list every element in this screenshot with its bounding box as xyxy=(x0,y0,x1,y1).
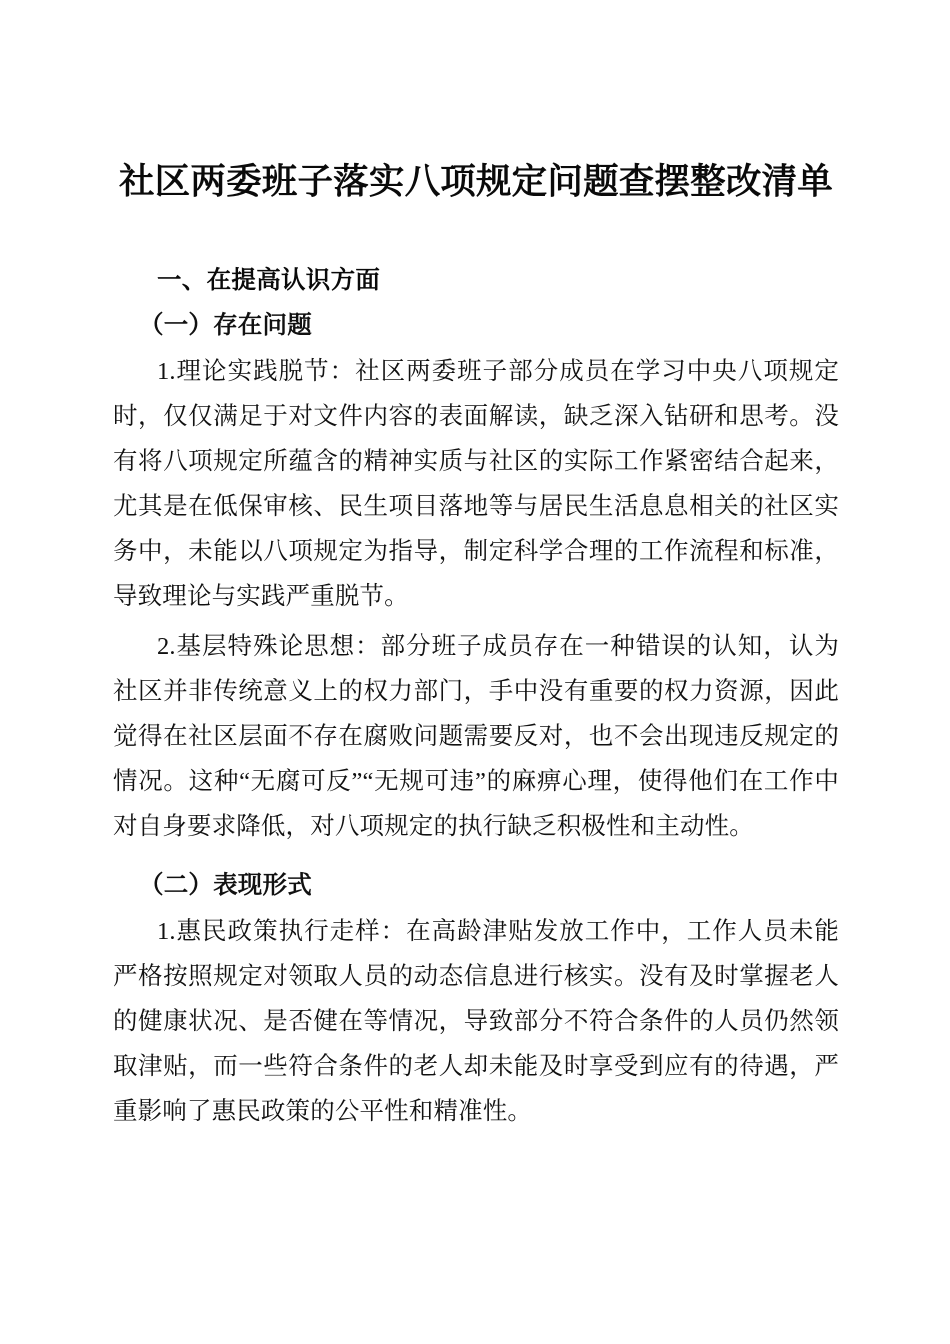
document-content xyxy=(113,0,839,1134)
document-title: 社区两委班子落实八项规定问题查摆整改清单 xyxy=(118,161,833,201)
paragraph-1-1-2: 2.基层特殊论思想：部分班子成员存在一种错误的认知，认为社区并非传统意义上的权力部门，手中没有重要的权力资源，因此觉得在社区层面不存在腐败问题需要反对，也不会出现违反规定的情况。这种“无腐可反”“无规可违”的麻痹心理，使得他们在工作中对自身要求降低，对八项规定的执行缺乏积极性和主动性。 xyxy=(113,633,839,840)
subsection-heading-1-1: （一）存在问题 xyxy=(139,312,312,339)
paragraph-1-1-1: 1.理论实践脱节：社区两委班子部分成员在学习中央八项规定时，仅仅满足于对文件内容的表面解读，缺乏深入钻研和思考。没有将八项规定所蕴含的精神实质与社区的实际工作紧密结合起来，尤其是在低保审核、民生项目落地等与居民生活息息相关的社区实务中，未能以八项规定为指导，制定科学合理的工作流程和标准，导致理论与实践严重脱节。 xyxy=(113,358,839,610)
section-heading-1: 一、在提高认识方面 xyxy=(157,267,381,294)
paragraph-1-2-1: 1.惠民政策执行走样：在高龄津贴发放工作中，工作人员未能严格按照规定对领取人员的动态信息进行核实。没有及时掌握老人的健康状况、是否健在等情况，导致部分不符合条件的人员仍然领取津贴，而一些符合条件的老人却未能及时享受到应有的待遇，严重影响了惠民政策的公平性和精准性。 xyxy=(113,918,839,1125)
subsection-heading-1-2: （二）表现形式 xyxy=(139,872,312,899)
